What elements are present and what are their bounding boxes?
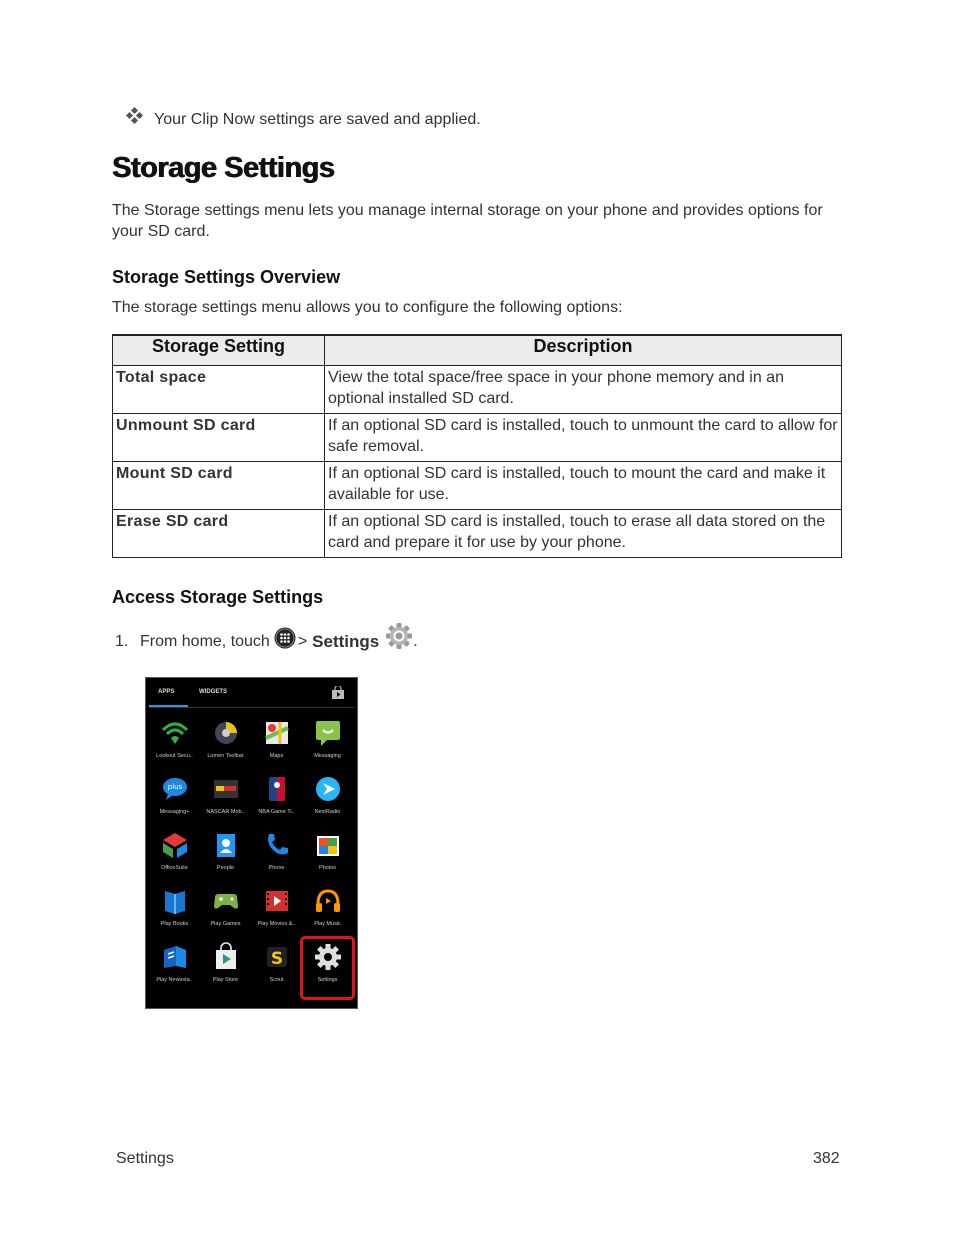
messaging-icon bbox=[313, 718, 343, 748]
play-store-icon bbox=[211, 942, 241, 972]
app-label: Settings bbox=[317, 977, 338, 983]
app-play-music[interactable] bbox=[302, 886, 353, 942]
app-play-store[interactable] bbox=[200, 942, 251, 998]
page-title: Storage Settings bbox=[112, 152, 335, 184]
app-label: NextRadio bbox=[314, 809, 341, 815]
nextradio-icon bbox=[313, 774, 343, 804]
apps-launcher-icon bbox=[274, 627, 296, 649]
storage-settings-table bbox=[112, 334, 842, 558]
settings-gear-icon bbox=[385, 622, 413, 650]
column-header: Storage Setting bbox=[113, 335, 325, 366]
app-play-games[interactable] bbox=[200, 886, 251, 942]
app-officesuite[interactable] bbox=[149, 830, 200, 886]
setting-name: Total space bbox=[113, 366, 325, 414]
app-label: Play Newssta.. bbox=[156, 977, 193, 983]
app-label: Lumen Toolbar bbox=[207, 753, 244, 759]
app-lumen[interactable] bbox=[200, 718, 251, 774]
diamond-bullet-icon bbox=[125, 107, 145, 127]
app-play-movies[interactable] bbox=[251, 886, 302, 942]
step-1 bbox=[115, 628, 418, 656]
app-lookout[interactable] bbox=[149, 718, 200, 774]
play-books-icon bbox=[160, 886, 190, 916]
app-label: Messaging bbox=[314, 753, 341, 759]
setting-name: Unmount SD card bbox=[113, 414, 325, 462]
settings-icon bbox=[313, 942, 343, 972]
play-newsstand-icon bbox=[160, 942, 190, 972]
access-heading: Access Storage Settings bbox=[112, 587, 324, 607]
app-label: Lookout Secu.. bbox=[156, 753, 193, 759]
phone-icon bbox=[262, 830, 292, 860]
app-phone[interactable] bbox=[251, 830, 302, 886]
svg-text:S: S bbox=[270, 949, 283, 969]
table-row bbox=[113, 462, 842, 510]
lumen-icon bbox=[211, 718, 241, 748]
nascar-icon bbox=[211, 774, 241, 804]
tab-apps[interactable]: APPS bbox=[158, 689, 175, 695]
step-number: 1. bbox=[115, 633, 129, 650]
officesuite-icon bbox=[160, 830, 190, 860]
tab-widgets[interactable]: WIDGETS bbox=[199, 689, 227, 695]
overview-heading: Storage Settings Overview bbox=[112, 267, 341, 287]
overview-lead: The storage settings menu allows you to configure the following options: bbox=[112, 299, 623, 316]
messaging-plus-icon bbox=[160, 774, 190, 804]
table-row bbox=[113, 366, 842, 414]
app-messaging[interactable] bbox=[302, 718, 353, 774]
maps-icon bbox=[262, 718, 292, 748]
app-scout[interactable] bbox=[251, 942, 302, 998]
tab-divider bbox=[149, 707, 354, 708]
scout-icon bbox=[262, 942, 292, 972]
app-play-books[interactable] bbox=[149, 886, 200, 942]
bullet-text: Your Clip Now settings are saved and applied. bbox=[154, 111, 481, 128]
app-photos[interactable] bbox=[302, 830, 353, 886]
setting-name: Mount SD card bbox=[113, 462, 325, 510]
app-label: Play Books bbox=[160, 921, 189, 927]
app-label: OfficeSuite bbox=[161, 865, 188, 871]
step-separator: > bbox=[297, 633, 308, 650]
app-play-newsstand[interactable] bbox=[149, 942, 200, 998]
play-music-icon bbox=[313, 886, 343, 916]
step-target: Settings bbox=[312, 632, 380, 651]
app-label: Scout bbox=[269, 977, 284, 983]
photos-icon bbox=[313, 830, 343, 860]
app-label: NBA Game Ti.. bbox=[258, 809, 295, 815]
play-movies-icon bbox=[262, 886, 292, 916]
app-messaging-plus[interactable] bbox=[149, 774, 200, 830]
setting-description: If an optional SD card is installed, touch to erase all data stored on the card and prepare it for use by your phone. bbox=[325, 510, 842, 558]
step-text: From home, touch bbox=[140, 633, 270, 650]
app-label: Play Games bbox=[210, 921, 241, 927]
app-label: Play Music bbox=[314, 921, 341, 927]
app-label: Maps bbox=[269, 753, 284, 759]
table-header-row bbox=[113, 335, 842, 366]
app-label: Messaging+ bbox=[159, 809, 190, 815]
app-label: Phone bbox=[268, 865, 285, 871]
app-drawer-tabs bbox=[146, 678, 357, 708]
play-games-icon bbox=[211, 886, 241, 916]
setting-name: Erase SD card bbox=[113, 510, 325, 558]
app-nextradio[interactable] bbox=[302, 774, 353, 830]
intro-paragraph: The Storage settings menu lets you manage internal storage on your phone and provides options for your SD card. bbox=[112, 202, 823, 240]
setting-description: If an optional SD card is installed, touch to mount the card and make it available for use. bbox=[325, 462, 842, 510]
app-label: Play Movies &.. bbox=[257, 921, 296, 927]
app-settings[interactable] bbox=[302, 938, 353, 998]
table-row bbox=[113, 510, 842, 558]
app-label: People bbox=[216, 865, 235, 871]
lookout-icon bbox=[160, 718, 190, 748]
setting-description: If an optional SD card is installed, touch to unmount the card to allow for safe removal. bbox=[325, 414, 842, 462]
app-label: NASCAR Mob.. bbox=[206, 809, 245, 815]
column-header: Description bbox=[325, 335, 842, 366]
people-icon bbox=[211, 830, 241, 860]
app-drawer-screenshot bbox=[145, 677, 358, 1009]
table-row bbox=[113, 414, 842, 462]
app-nascar[interactable] bbox=[200, 774, 251, 830]
play-store-shortcut-icon[interactable] bbox=[331, 686, 345, 700]
app-nba[interactable] bbox=[251, 774, 302, 830]
app-maps[interactable] bbox=[251, 718, 302, 774]
svg-text:plus: plus bbox=[167, 783, 182, 791]
app-label: Photos bbox=[318, 865, 337, 871]
footer-section: Settings bbox=[116, 1150, 174, 1167]
step-end: . bbox=[413, 633, 418, 650]
setting-description: View the total space/free space in your phone memory and in an optional installed SD card. bbox=[325, 366, 842, 414]
clip-now-saved-note bbox=[125, 110, 481, 130]
app-label: Play Store bbox=[212, 977, 239, 983]
nba-icon bbox=[262, 774, 292, 804]
page-number: 382 bbox=[813, 1150, 840, 1167]
app-people[interactable] bbox=[200, 830, 251, 886]
